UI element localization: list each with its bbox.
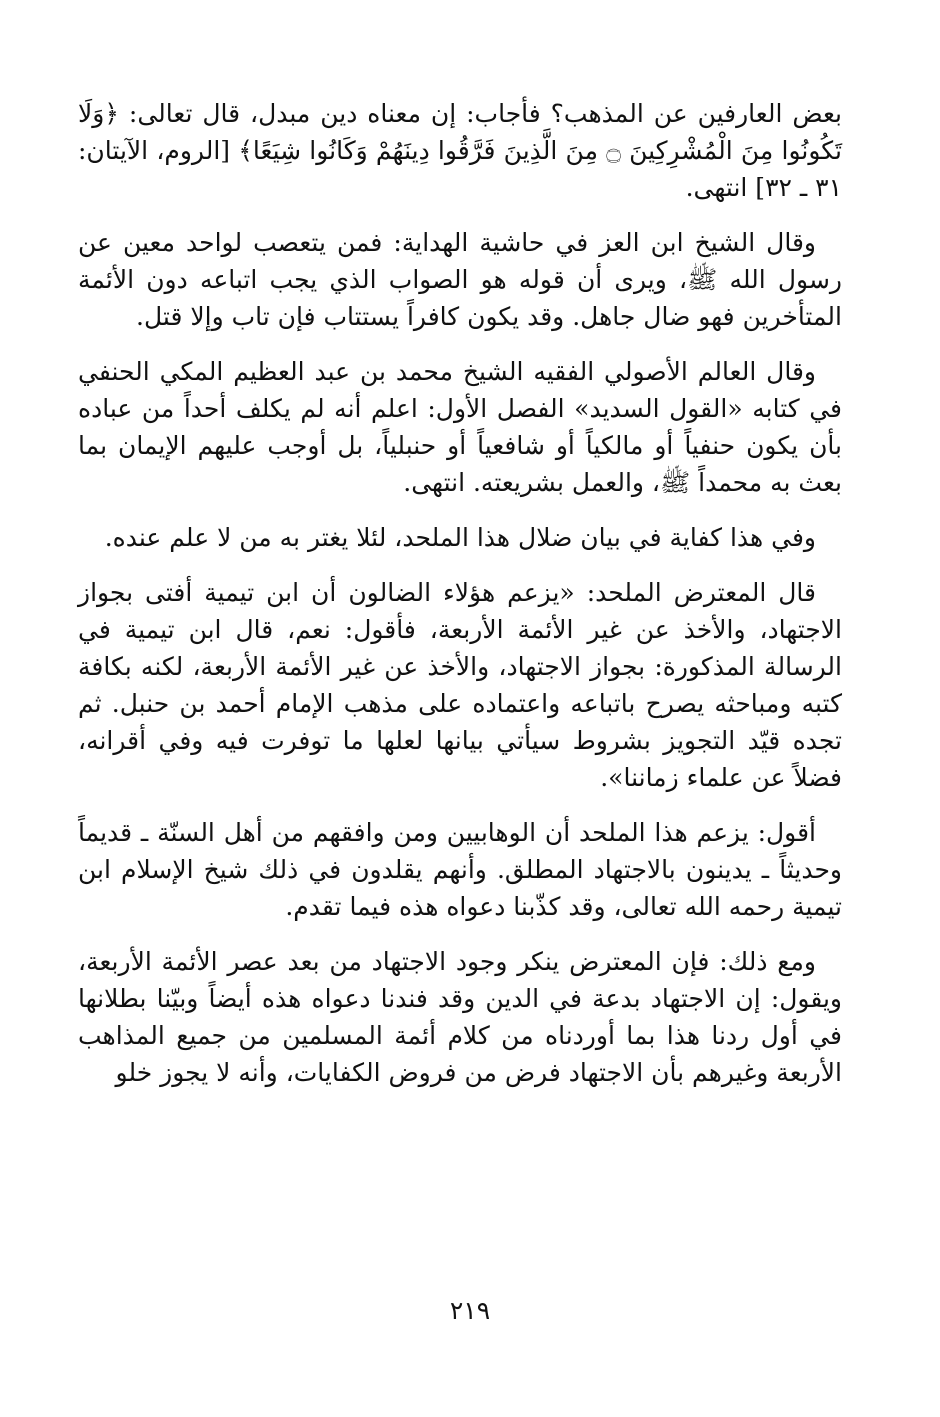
paragraph-sufficiency: وفي هذا كفاية في بيان ضلال هذا الملحد، لئلا يغتر به من لا علم عنده. [104,523,816,552]
paragraph-al-makki: وقال العالم الأصولي الفقيه الشيخ محمد بن عبد العظيم المكي الحنفي في كتابه «القول السديد» الفصل الأول: اعلم أنه لم يكلف أحداً من عباده بأن يكون حنفياً أو مالكياً أو شافعياً أو حنبلياً، بل أوجب عليهم الإيمان بما بعث به محمداً ﷺ، والعمل بشريعته. انتهى. [78,357,842,497]
paragraph-continuation: بعض العارفين عن المذهب؟ فأجاب: إن معناه دين مبدل، قال تعالى: ﴿وَلَا تَكُونُوا مِنَ الْمُشْرِكِينَ ۝ مِنَ الَّذِينَ فَرَّقُوا دِينَهُمْ وَكَانُوا شِيَعًا﴾ [الروم، الآيتان: ٣١ ـ ٣٢] انتهى. [78,99,842,202]
page-number: ٢١٩ [449,1296,491,1325]
paragraph-reply: أقول: يزعم هذا الملحد أن الوهابيين ومن وافقهم من أهل السنّة ـ قديماً وحديثاً ـ يدينون بالاجتهاد المطلق. وأنهم يقلدون في ذلك شيخ الإسلام ابن تيمية رحمه الله تعالى، وقد كذّبنا دعواه هذه فيما تقدم. [78,818,842,921]
page-body [78,95,842,1109]
paragraph-ijtihad: ومع ذلك: فإن المعترض ينكر وجود الاجتهاد من بعد عصر الأئمة الأربعة، ويقول: إن الاجتهاد بدعة في الدين وقد فندنا دعواه هذه أيضاً وبيّنا بطلانها في أول ردنا هذا بما أوردناه من كلام أئمة المسلمين من جميع المذاهب الأربعة وغيرهم بأن الاجتهاد فرض من فروض الكفايات، وأنه لا يجوز خلو [78,947,842,1087]
paragraph-objector-quote: قال المعترض الملحد: «يزعم هؤلاء الضالون أن ابن تيمية أفتى بجواز الاجتهاد، والأخذ عن غير الأئمة الأربعة، فأقول: نعم، قال ابن تيمية في الرسالة المذكورة: بجواز الاجتهاد، والأخذ عن غير الأئمة الأربعة، لكنه بكافة كتبه ومباحثه يصرح باتباعه واعتماده على مذهب الإمام أحمد بن حنبل. ثم تجده قيّد التجويز بشروط سيأتي بيانها لعلها ما توفرت فيه وفي أقرانه، فضلاً عن علماء زماننا». [78,578,842,792]
paragraph-ibn-al-izz: وقال الشيخ ابن العز في حاشية الهداية: فمن يتعصب لواحد معين عن رسول الله ﷺ، ويرى أن قوله هو الصواب الذي يجب اتباعه دون الأئمة المتأخرين فهو ضال جاهل. وقد يكون كافراً يستتاب فإن تاب وإلا قتل. [78,228,842,331]
